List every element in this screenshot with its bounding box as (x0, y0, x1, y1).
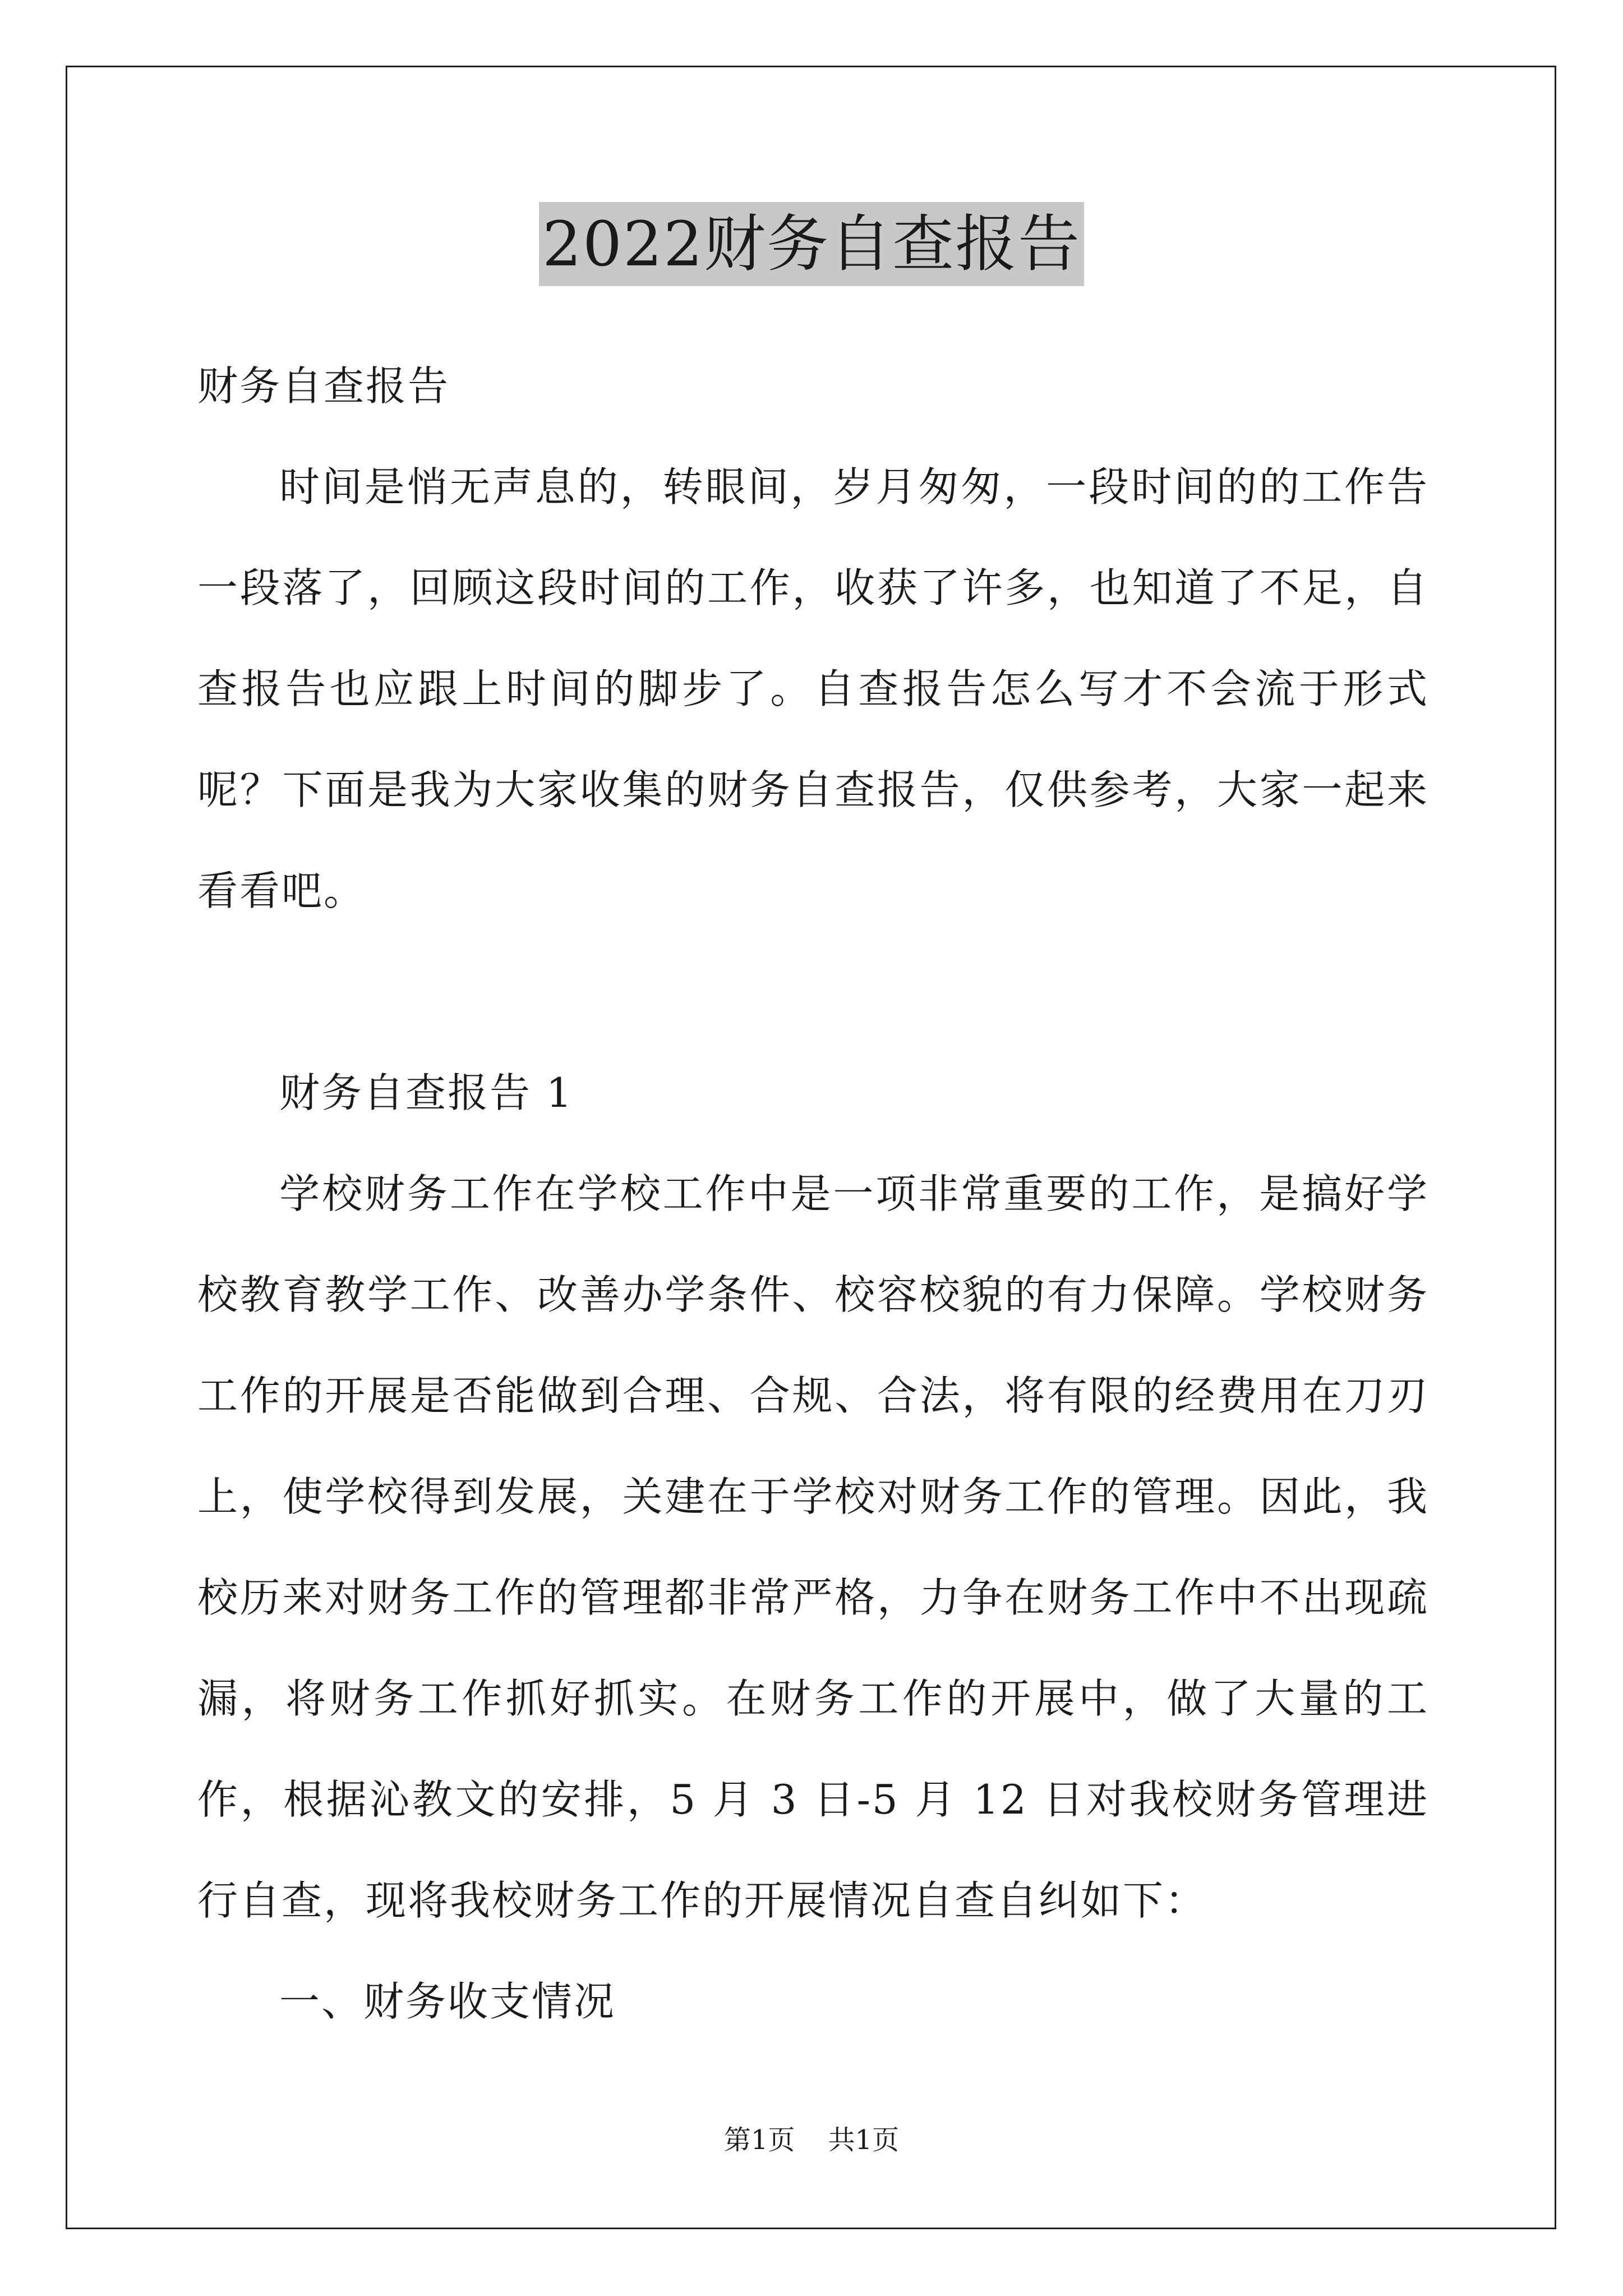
section-heading: 财务自查报告 1 (279, 1069, 574, 1116)
subsection-heading: 一、财务收支情况 (279, 1978, 616, 2025)
page-total: 共1页 (828, 2124, 900, 2156)
title-container (0, 202, 1623, 286)
paragraph-intro: 时间是悄无声息的，转眼间，岁月匆匆，一段时间的的工作告一段落了，回顾这段时间的工作，收获了许多，也知道了不足，自查报告也应跟上时间的脚步了。自查报告怎么写才不会流于形式呢？下面是我为大家收集的财务自查报告，仅供参考，大家一起来看看吧。 (197, 463, 1429, 914)
page-number: 第1页 (723, 2124, 795, 2156)
page-footer (0, 2120, 1623, 2160)
paragraph-spacer (197, 941, 1429, 1042)
document-title: 2022财务自查报告 (539, 202, 1084, 286)
paragraph-subtitle: 财务自查报告 (197, 362, 450, 409)
document-body (197, 335, 1429, 2052)
paragraph-body: 学校财务工作在学校工作中是一项非常重要的工作，是搞好学校教育教学工作、改善办学条件、校容校貌的有力保障。学校财务工作的开展是否能做到合理、合规、合法，将有限的经费用在刀刃上，使学校得到发展，关建在于学校对财务工作的管理。因此，我校历来对财务工作的管理都非常严格，力争在财务工作中不出现疏漏，将财务工作抓好抓实。在财务工作的开展中，做了大量的工作，根据沁教文的安排，5 月 3 日-5 月 12 日对我校财务管理进行自查，现将我校财务工作的开展情况自查自纠如下： (197, 1170, 1429, 1924)
